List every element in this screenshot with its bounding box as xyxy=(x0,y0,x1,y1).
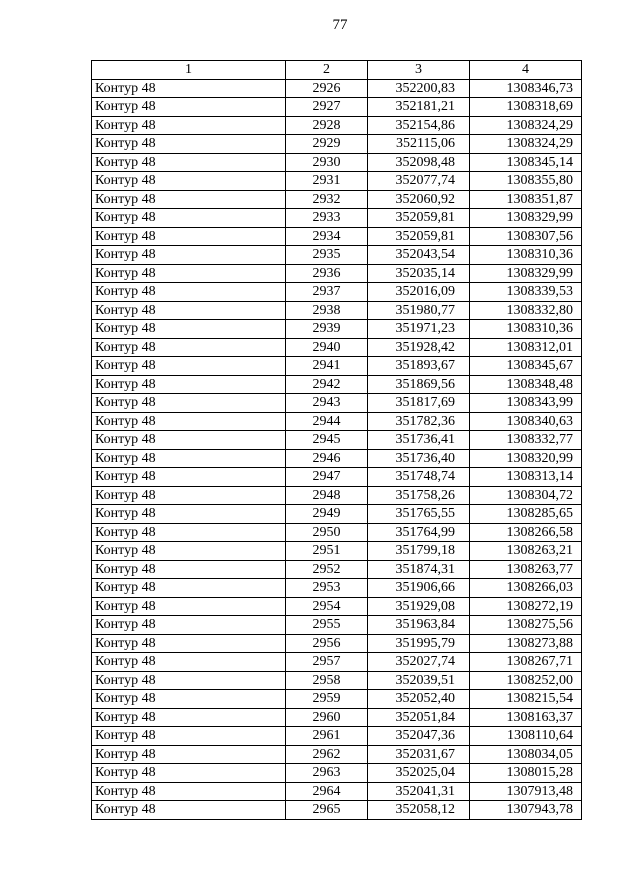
point-number-cell: 2932 xyxy=(286,190,368,209)
table-row xyxy=(92,449,582,468)
point-number-cell: 2944 xyxy=(286,412,368,431)
point-number-cell: 2945 xyxy=(286,431,368,450)
table-row xyxy=(92,283,582,302)
table-row xyxy=(92,708,582,727)
point-number-cell: 2930 xyxy=(286,153,368,172)
table-row xyxy=(92,468,582,487)
point-number-cell: 2949 xyxy=(286,505,368,524)
y-coordinate-cell: 1308272,19 xyxy=(470,597,582,616)
y-coordinate-cell: 1308340,63 xyxy=(470,412,582,431)
x-coordinate-cell: 351817,69 xyxy=(368,394,470,413)
table-row xyxy=(92,153,582,172)
contour-name-cell: Контур 48 xyxy=(92,153,286,172)
y-coordinate-cell: 1308313,14 xyxy=(470,468,582,487)
point-number-cell: 2961 xyxy=(286,727,368,746)
y-coordinate-cell: 1308332,77 xyxy=(470,431,582,450)
contour-name-cell: Контур 48 xyxy=(92,449,286,468)
contour-name-cell: Контур 48 xyxy=(92,671,286,690)
contour-name-cell: Контур 48 xyxy=(92,431,286,450)
table-row xyxy=(92,653,582,672)
x-coordinate-cell: 352200,83 xyxy=(368,79,470,98)
table-row xyxy=(92,172,582,191)
contour-name-cell: Контур 48 xyxy=(92,727,286,746)
contour-name-cell: Контур 48 xyxy=(92,338,286,357)
x-coordinate-cell: 351869,56 xyxy=(368,375,470,394)
table-row xyxy=(92,560,582,579)
contour-name-cell: Контур 48 xyxy=(92,357,286,376)
contour-name-cell: Контур 48 xyxy=(92,264,286,283)
point-number-cell: 2962 xyxy=(286,745,368,764)
table-row xyxy=(92,634,582,653)
x-coordinate-cell: 352035,14 xyxy=(368,264,470,283)
x-coordinate-cell: 352077,74 xyxy=(368,172,470,191)
y-coordinate-cell: 1308310,36 xyxy=(470,320,582,339)
y-coordinate-cell: 1308339,53 xyxy=(470,283,582,302)
table-row xyxy=(92,227,582,246)
x-coordinate-cell: 352047,36 xyxy=(368,727,470,746)
x-coordinate-cell: 351782,36 xyxy=(368,412,470,431)
point-number-cell: 2931 xyxy=(286,172,368,191)
point-number-cell: 2936 xyxy=(286,264,368,283)
y-coordinate-cell: 1308324,29 xyxy=(470,116,582,135)
y-coordinate-cell: 1308348,48 xyxy=(470,375,582,394)
contour-name-cell: Контур 48 xyxy=(92,301,286,320)
x-coordinate-cell: 351893,67 xyxy=(368,357,470,376)
point-number-cell: 2959 xyxy=(286,690,368,709)
table-row xyxy=(92,727,582,746)
column-header-4: 4 xyxy=(470,61,582,80)
y-coordinate-cell: 1308307,56 xyxy=(470,227,582,246)
y-coordinate-cell: 1308343,99 xyxy=(470,394,582,413)
point-number-cell: 2964 xyxy=(286,782,368,801)
point-number-cell: 2929 xyxy=(286,135,368,154)
table-body xyxy=(92,79,582,819)
point-number-cell: 2963 xyxy=(286,764,368,783)
y-coordinate-cell: 1308110,64 xyxy=(470,727,582,746)
point-number-cell: 2935 xyxy=(286,246,368,265)
x-coordinate-cell: 351765,55 xyxy=(368,505,470,524)
contour-name-cell: Контур 48 xyxy=(92,79,286,98)
x-coordinate-cell: 352031,67 xyxy=(368,745,470,764)
table-row xyxy=(92,209,582,228)
point-number-cell: 2926 xyxy=(286,79,368,98)
x-coordinate-cell: 352041,31 xyxy=(368,782,470,801)
table-row xyxy=(92,135,582,154)
table-row xyxy=(92,782,582,801)
point-number-cell: 2938 xyxy=(286,301,368,320)
y-coordinate-cell: 1308263,21 xyxy=(470,542,582,561)
y-coordinate-cell: 1308345,14 xyxy=(470,153,582,172)
contour-name-cell: Контур 48 xyxy=(92,505,286,524)
x-coordinate-cell: 352043,54 xyxy=(368,246,470,265)
table-row xyxy=(92,246,582,265)
table-row xyxy=(92,357,582,376)
contour-name-cell: Контур 48 xyxy=(92,412,286,431)
x-coordinate-cell: 351748,74 xyxy=(368,468,470,487)
point-number-cell: 2946 xyxy=(286,449,368,468)
y-coordinate-cell: 1307943,78 xyxy=(470,801,582,820)
point-number-cell: 2941 xyxy=(286,357,368,376)
table-row xyxy=(92,98,582,117)
y-coordinate-cell: 1308345,67 xyxy=(470,357,582,376)
x-coordinate-cell: 352051,84 xyxy=(368,708,470,727)
x-coordinate-cell: 352052,40 xyxy=(368,690,470,709)
y-coordinate-cell: 1308285,65 xyxy=(470,505,582,524)
point-number-cell: 2928 xyxy=(286,116,368,135)
x-coordinate-cell: 351874,31 xyxy=(368,560,470,579)
x-coordinate-cell: 351906,66 xyxy=(368,579,470,598)
table-row xyxy=(92,412,582,431)
table-row xyxy=(92,264,582,283)
table-row xyxy=(92,690,582,709)
table-row xyxy=(92,764,582,783)
table-header-row xyxy=(92,61,582,80)
y-coordinate-cell: 1308267,71 xyxy=(470,653,582,672)
contour-name-cell: Контур 48 xyxy=(92,486,286,505)
x-coordinate-cell: 351928,42 xyxy=(368,338,470,357)
table-row xyxy=(92,671,582,690)
x-coordinate-cell: 352027,74 xyxy=(368,653,470,672)
y-coordinate-cell: 1308312,01 xyxy=(470,338,582,357)
point-number-cell: 2965 xyxy=(286,801,368,820)
table-row xyxy=(92,523,582,542)
x-coordinate-cell: 352058,12 xyxy=(368,801,470,820)
contour-name-cell: Контур 48 xyxy=(92,616,286,635)
x-coordinate-cell: 351764,99 xyxy=(368,523,470,542)
contour-name-cell: Контур 48 xyxy=(92,764,286,783)
coordinates-table xyxy=(91,60,582,820)
contour-name-cell: Контур 48 xyxy=(92,116,286,135)
y-coordinate-cell: 1308273,88 xyxy=(470,634,582,653)
x-coordinate-cell: 352181,21 xyxy=(368,98,470,117)
table-row xyxy=(92,190,582,209)
y-coordinate-cell: 1308329,99 xyxy=(470,209,582,228)
point-number-cell: 2933 xyxy=(286,209,368,228)
point-number-cell: 2960 xyxy=(286,708,368,727)
x-coordinate-cell: 352025,04 xyxy=(368,764,470,783)
contour-name-cell: Контур 48 xyxy=(92,579,286,598)
x-coordinate-cell: 351971,23 xyxy=(368,320,470,339)
x-coordinate-cell: 352115,06 xyxy=(368,135,470,154)
table-row xyxy=(92,745,582,764)
table-row xyxy=(92,801,582,820)
x-coordinate-cell: 352039,51 xyxy=(368,671,470,690)
y-coordinate-cell: 1308304,72 xyxy=(470,486,582,505)
contour-name-cell: Контур 48 xyxy=(92,523,286,542)
contour-name-cell: Контур 48 xyxy=(92,597,286,616)
y-coordinate-cell: 1308163,37 xyxy=(470,708,582,727)
contour-name-cell: Контур 48 xyxy=(92,246,286,265)
contour-name-cell: Контур 48 xyxy=(92,690,286,709)
table-row xyxy=(92,116,582,135)
point-number-cell: 2953 xyxy=(286,579,368,598)
x-coordinate-cell: 351980,77 xyxy=(368,301,470,320)
x-coordinate-cell: 351758,26 xyxy=(368,486,470,505)
x-coordinate-cell: 352016,09 xyxy=(368,283,470,302)
x-coordinate-cell: 351799,18 xyxy=(368,542,470,561)
contour-name-cell: Контур 48 xyxy=(92,653,286,672)
y-coordinate-cell: 1308324,29 xyxy=(470,135,582,154)
point-number-cell: 2940 xyxy=(286,338,368,357)
contour-name-cell: Контур 48 xyxy=(92,190,286,209)
x-coordinate-cell: 351995,79 xyxy=(368,634,470,653)
x-coordinate-cell: 352059,81 xyxy=(368,209,470,228)
contour-name-cell: Контур 48 xyxy=(92,394,286,413)
contour-name-cell: Контур 48 xyxy=(92,801,286,820)
point-number-cell: 2937 xyxy=(286,283,368,302)
column-header-2: 2 xyxy=(286,61,368,80)
y-coordinate-cell: 1308215,54 xyxy=(470,690,582,709)
contour-name-cell: Контур 48 xyxy=(92,542,286,561)
x-coordinate-cell: 352154,86 xyxy=(368,116,470,135)
point-number-cell: 2948 xyxy=(286,486,368,505)
y-coordinate-cell: 1308318,69 xyxy=(470,98,582,117)
x-coordinate-cell: 351963,84 xyxy=(368,616,470,635)
contour-name-cell: Контур 48 xyxy=(92,283,286,302)
point-number-cell: 2957 xyxy=(286,653,368,672)
table-row xyxy=(92,394,582,413)
y-coordinate-cell: 1308332,80 xyxy=(470,301,582,320)
y-coordinate-cell: 1308015,28 xyxy=(470,764,582,783)
point-number-cell: 2952 xyxy=(286,560,368,579)
contour-name-cell: Контур 48 xyxy=(92,560,286,579)
table-row xyxy=(92,486,582,505)
table-row xyxy=(92,616,582,635)
table-row xyxy=(92,431,582,450)
point-number-cell: 2955 xyxy=(286,616,368,635)
contour-name-cell: Контур 48 xyxy=(92,745,286,764)
contour-name-cell: Контур 48 xyxy=(92,708,286,727)
point-number-cell: 2942 xyxy=(286,375,368,394)
point-number-cell: 2939 xyxy=(286,320,368,339)
x-coordinate-cell: 351929,08 xyxy=(368,597,470,616)
table-row xyxy=(92,542,582,561)
y-coordinate-cell: 1308275,56 xyxy=(470,616,582,635)
contour-name-cell: Контур 48 xyxy=(92,209,286,228)
contour-name-cell: Контур 48 xyxy=(92,634,286,653)
contour-name-cell: Контур 48 xyxy=(92,468,286,487)
point-number-cell: 2951 xyxy=(286,542,368,561)
table-row xyxy=(92,505,582,524)
y-coordinate-cell: 1308263,77 xyxy=(470,560,582,579)
table-row xyxy=(92,375,582,394)
column-header-1: 1 xyxy=(92,61,286,80)
point-number-cell: 2954 xyxy=(286,597,368,616)
page-number: 77 xyxy=(332,17,348,33)
point-number-cell: 2956 xyxy=(286,634,368,653)
point-number-cell: 2950 xyxy=(286,523,368,542)
contour-name-cell: Контур 48 xyxy=(92,98,286,117)
x-coordinate-cell: 352098,48 xyxy=(368,153,470,172)
y-coordinate-cell: 1308252,00 xyxy=(470,671,582,690)
point-number-cell: 2958 xyxy=(286,671,368,690)
contour-name-cell: Контур 48 xyxy=(92,320,286,339)
y-coordinate-cell: 1308351,87 xyxy=(470,190,582,209)
y-coordinate-cell: 1308355,80 xyxy=(470,172,582,191)
column-header-3: 3 xyxy=(368,61,470,80)
contour-name-cell: Контур 48 xyxy=(92,227,286,246)
y-coordinate-cell: 1308266,03 xyxy=(470,579,582,598)
x-coordinate-cell: 351736,40 xyxy=(368,449,470,468)
table-row xyxy=(92,338,582,357)
y-coordinate-cell: 1308034,05 xyxy=(470,745,582,764)
y-coordinate-cell: 1308329,99 xyxy=(470,264,582,283)
y-coordinate-cell: 1308266,58 xyxy=(470,523,582,542)
y-coordinate-cell: 1307913,48 xyxy=(470,782,582,801)
table-row xyxy=(92,79,582,98)
point-number-cell: 2943 xyxy=(286,394,368,413)
contour-name-cell: Контур 48 xyxy=(92,782,286,801)
y-coordinate-cell: 1308310,36 xyxy=(470,246,582,265)
y-coordinate-cell: 1308320,99 xyxy=(470,449,582,468)
x-coordinate-cell: 352060,92 xyxy=(368,190,470,209)
y-coordinate-cell: 1308346,73 xyxy=(470,79,582,98)
x-coordinate-cell: 352059,81 xyxy=(368,227,470,246)
table-row xyxy=(92,320,582,339)
contour-name-cell: Контур 48 xyxy=(92,375,286,394)
point-number-cell: 2934 xyxy=(286,227,368,246)
table-row xyxy=(92,579,582,598)
x-coordinate-cell: 351736,41 xyxy=(368,431,470,450)
point-number-cell: 2947 xyxy=(286,468,368,487)
table-row xyxy=(92,301,582,320)
contour-name-cell: Контур 48 xyxy=(92,135,286,154)
table-row xyxy=(92,597,582,616)
contour-name-cell: Контур 48 xyxy=(92,172,286,191)
point-number-cell: 2927 xyxy=(286,98,368,117)
